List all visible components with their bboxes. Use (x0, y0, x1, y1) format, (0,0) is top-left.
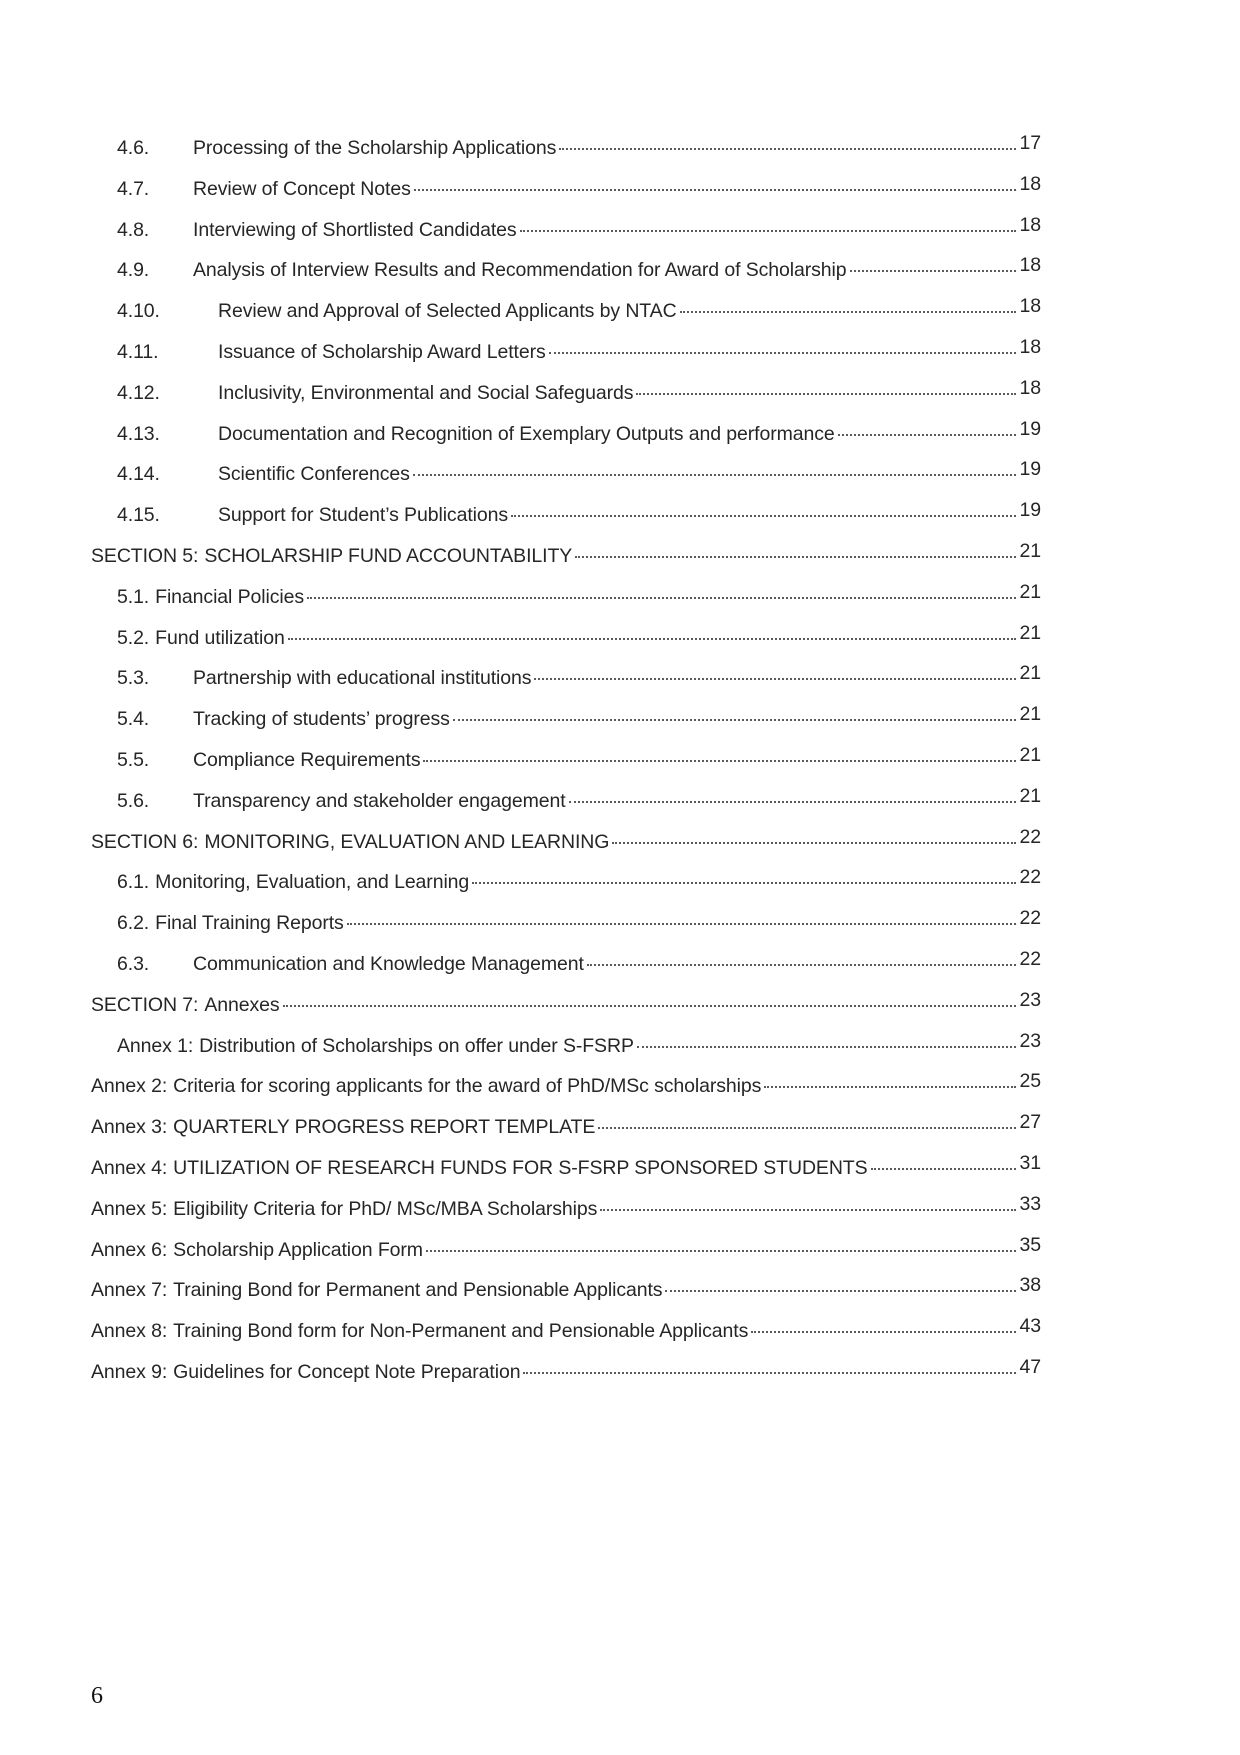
dot-leader (423, 744, 1016, 766)
toc-entry[interactable] (91, 1111, 1041, 1152)
toc-entry-page: 21 (1019, 621, 1041, 644)
toc-entry[interactable] (91, 1193, 1041, 1234)
toc-entry-number: 4.14. (117, 463, 160, 486)
toc-entry-page: 31 (1019, 1151, 1041, 1174)
toc-entry[interactable] (91, 132, 1041, 173)
toc-entry[interactable] (91, 1234, 1041, 1275)
toc-entry-text (91, 662, 1019, 689)
dot-leader (288, 622, 1016, 644)
toc-entry[interactable] (91, 785, 1041, 826)
toc-entry-number: 6.3. (117, 952, 150, 975)
toc-entry-page: 18 (1019, 213, 1041, 236)
toc-entry[interactable] (91, 540, 1041, 581)
dot-leader (523, 1356, 1016, 1378)
toc-entry-number: Annex 9: (91, 1360, 168, 1383)
toc-entry-text (91, 744, 1019, 771)
dot-leader (587, 948, 1016, 970)
toc-entry-number: 5.2. (117, 626, 150, 649)
dot-leader (520, 214, 1016, 236)
toc-entry-title: Scientific Conferences (218, 463, 410, 486)
toc-entry-number: SECTION 6: (91, 830, 199, 853)
toc-entry-text (91, 1152, 1019, 1179)
toc-entry-text (91, 214, 1019, 241)
dot-leader (569, 785, 1016, 807)
toc-entry-number: 6.2. (117, 912, 150, 935)
toc-entry-page: 23 (1019, 1029, 1041, 1052)
toc-entry-title: Issuance of Scholarship Award Letters (218, 340, 546, 363)
toc-entry-number: Annex 1: (117, 1034, 194, 1057)
toc-entry[interactable] (91, 458, 1041, 499)
dot-leader (559, 132, 1016, 154)
toc-entry-text (91, 866, 1019, 893)
toc-entry-title: Training Bond for Permanent and Pensionable Applicants (173, 1279, 663, 1302)
toc-entry[interactable] (91, 744, 1041, 785)
toc-entry-text (91, 540, 1019, 567)
toc-entry[interactable] (91, 336, 1041, 377)
toc-entry-page: 19 (1019, 458, 1041, 481)
toc-entry-number: SECTION 5: (91, 544, 199, 567)
dot-leader (307, 581, 1016, 603)
dot-leader (347, 907, 1016, 929)
toc-entry-title: Processing of the Scholarship Applications (193, 137, 557, 159)
toc-entry-number: 4.6. (117, 137, 150, 159)
toc-entry-title: Compliance Requirements (193, 748, 421, 771)
dot-leader (453, 703, 1016, 725)
toc-entry[interactable] (91, 703, 1041, 744)
toc-entry-page: 18 (1019, 295, 1041, 318)
toc-entry-number: 5.3. (117, 667, 150, 690)
toc-entry-number: 4.7. (117, 177, 150, 200)
toc-entry-page: 21 (1019, 580, 1041, 603)
dot-leader (575, 540, 1016, 562)
toc-entry-title: Review of Concept Notes (193, 177, 411, 200)
toc-entry-number: 4.12. (117, 381, 160, 404)
toc-entry-page: 18 (1019, 335, 1041, 358)
toc-entry[interactable] (91, 1030, 1041, 1071)
toc-entry-title: Scholarship Application Form (173, 1238, 423, 1261)
dot-leader (413, 458, 1016, 480)
toc-entry-page: 43 (1019, 1315, 1041, 1338)
dot-leader (764, 1070, 1016, 1092)
toc-entry[interactable] (91, 1152, 1041, 1193)
toc-entry-title: Financial Policies (155, 585, 304, 608)
toc-entry-page: 17 (1019, 132, 1041, 154)
toc-entry-text (91, 826, 1019, 853)
toc-entry-page: 21 (1019, 703, 1041, 726)
dot-leader (472, 866, 1016, 888)
toc-entry[interactable] (91, 948, 1041, 989)
toc-entry-title: Training Bond form for Non-Permanent and Pensionable Applicants (173, 1320, 749, 1343)
toc-entry[interactable] (91, 499, 1041, 540)
toc-entry-page: 22 (1019, 907, 1041, 930)
toc-entry-page: 21 (1019, 662, 1041, 685)
table-of-contents (91, 132, 1041, 1397)
toc-entry-text (91, 1193, 1019, 1220)
toc-entry-title: Eligibility Criteria for PhD/ MSc/MBA Scholarships (173, 1197, 598, 1220)
toc-entry-text (91, 173, 1019, 200)
toc-entry-title: MONITORING, EVALUATION AND LEARNING (204, 830, 610, 853)
toc-entry[interactable] (91, 826, 1041, 867)
toc-entry-text (91, 907, 1019, 934)
toc-entry[interactable] (91, 1070, 1041, 1111)
toc-entry[interactable] (91, 214, 1041, 255)
dot-leader (414, 173, 1016, 195)
toc-entry-text (91, 499, 1019, 526)
toc-entry-number: Annex 8: (91, 1320, 168, 1343)
toc-entry-title: Partnership with educational institutions (193, 667, 532, 690)
toc-entry-page: 22 (1019, 825, 1041, 848)
dot-leader (549, 336, 1016, 358)
toc-entry[interactable] (91, 907, 1041, 948)
toc-entry-title: Review and Approval of Selected Applicants by NTAC (218, 300, 677, 323)
toc-entry-text (91, 948, 1019, 975)
toc-entry[interactable] (91, 662, 1041, 703)
toc-entry-number: Annex 6: (91, 1238, 168, 1261)
toc-entry-title: Distribution of Scholarships on offer under S-FSRP (199, 1034, 634, 1057)
toc-entry-text (91, 581, 1019, 608)
toc-entry-title: SCHOLARSHIP FUND ACCOUNTABILITY (204, 544, 573, 567)
toc-entry-text (91, 295, 1019, 322)
dot-leader (636, 377, 1016, 399)
dot-leader (665, 1274, 1016, 1296)
toc-entry[interactable] (91, 581, 1041, 622)
toc-entry[interactable] (91, 173, 1041, 214)
toc-entry-number: 4.13. (117, 422, 160, 445)
toc-entry[interactable] (91, 254, 1041, 295)
toc-entry-title: Fund utilization (155, 626, 285, 649)
toc-entry-title: Tracking of students’ progress (193, 708, 450, 731)
toc-entry-title: Documentation and Recognition of Exemplary Outputs and performance (218, 422, 835, 445)
toc-entry-number: Annex 3: (91, 1116, 168, 1139)
toc-entry-number: Annex 4: (91, 1156, 168, 1179)
toc-entry-page: 19 (1019, 417, 1041, 440)
dot-leader (850, 254, 1016, 276)
toc-entry-text (91, 785, 1019, 812)
toc-entry-number: 5.5. (117, 748, 150, 771)
toc-entry[interactable] (91, 989, 1041, 1030)
toc-entry-text (91, 336, 1019, 363)
toc-entry-page: 22 (1019, 866, 1041, 889)
toc-entry-page: 21 (1019, 743, 1041, 766)
dot-leader (511, 499, 1016, 521)
toc-entry-title: QUARTERLY PROGRESS REPORT TEMPLATE (173, 1116, 596, 1139)
toc-entry-page: 19 (1019, 499, 1041, 522)
toc-entry-title: UTILIZATION OF RESEARCH FUNDS FOR S-FSRP SPONSORED STUDENTS (173, 1156, 868, 1179)
toc-entry-page: 23 (1019, 988, 1041, 1011)
toc-entry-text (91, 622, 1019, 649)
toc-entry-text (91, 1356, 1019, 1383)
toc-entry[interactable] (91, 377, 1041, 418)
dot-leader (680, 295, 1016, 317)
toc-entry-text (91, 377, 1019, 404)
dot-leader (426, 1234, 1016, 1256)
toc-entry-title: Interviewing of Shortlisted Candidates (193, 218, 517, 241)
toc-entry-text (91, 458, 1019, 485)
toc-entry-page: 27 (1019, 1111, 1041, 1134)
toc-entry-title: Transparency and stakeholder engagement (193, 789, 566, 812)
toc-entry-text (91, 1111, 1019, 1138)
toc-entry-text (91, 1315, 1019, 1342)
toc-entry[interactable] (91, 418, 1041, 459)
dot-leader (838, 418, 1016, 440)
toc-entry-text (91, 703, 1019, 730)
dot-leader (637, 1030, 1016, 1052)
toc-entry-page: 22 (1019, 947, 1041, 970)
toc-entry-page: 33 (1019, 1192, 1041, 1215)
toc-entry-number: 5.4. (117, 708, 150, 731)
toc-entry-text (91, 418, 1019, 445)
toc-entry-page: 35 (1019, 1233, 1041, 1256)
page-number: 6 (91, 1683, 103, 1709)
toc-entry-page: 21 (1019, 784, 1041, 807)
toc-entry[interactable] (91, 1356, 1041, 1397)
dot-leader (598, 1111, 1016, 1133)
toc-entry-number: 6.1. (117, 871, 150, 894)
toc-entry-page: 18 (1019, 376, 1041, 399)
dot-leader (534, 662, 1016, 684)
toc-entry[interactable] (91, 1315, 1041, 1356)
toc-entry-title: Analysis of Interview Results and Recommendation for Award of Scholarship (193, 259, 847, 282)
toc-entry-number: 5.6. (117, 789, 150, 812)
dot-leader (751, 1315, 1016, 1337)
toc-entry-page: 47 (1019, 1355, 1041, 1378)
toc-entry-title: Annexes (204, 993, 280, 1016)
toc-entry-text (91, 1274, 1019, 1301)
toc-entry-number: Annex 2: (91, 1075, 168, 1098)
toc-entry[interactable] (91, 866, 1041, 907)
toc-entry-page: 21 (1019, 539, 1041, 562)
toc-entry-number: SECTION 7: (91, 993, 199, 1016)
toc-entry[interactable] (91, 622, 1041, 663)
toc-entry-number: Annex 5: (91, 1197, 168, 1220)
toc-entry-number: 4.8. (117, 218, 150, 241)
dot-leader (612, 826, 1016, 848)
toc-entry-title: Final Training Reports (155, 912, 344, 935)
toc-entry-title: Criteria for scoring applicants for the award of PhD/MSc scholarships (173, 1075, 762, 1098)
toc-entry[interactable] (91, 1274, 1041, 1315)
toc-entry-title: Support for Student’s Publications (218, 504, 509, 527)
toc-entry-text (91, 254, 1019, 281)
dot-leader (871, 1152, 1016, 1174)
dot-leader (600, 1193, 1016, 1215)
toc-entry-page: 18 (1019, 172, 1041, 195)
toc-entry-title: Communication and Knowledge Management (193, 952, 584, 975)
dot-leader (283, 989, 1016, 1011)
toc-entry-text (91, 1234, 1019, 1261)
toc-entry-number: Annex 7: (91, 1279, 168, 1302)
toc-entry-page: 25 (1019, 1070, 1041, 1093)
toc-entry-text (91, 132, 1019, 159)
toc-entry-number: 5.1. (117, 585, 150, 608)
toc-entry-number: 4.10. (117, 300, 160, 323)
toc-entry-number: 4.11. (117, 340, 159, 363)
toc-entry-title: Monitoring, Evaluation, and Learning (155, 871, 470, 894)
toc-entry[interactable] (91, 295, 1041, 336)
toc-entry-page: 38 (1019, 1274, 1041, 1297)
toc-entry-text (91, 1070, 1019, 1097)
toc-entry-text (91, 1030, 1019, 1057)
toc-entry-text (91, 989, 1019, 1016)
toc-entry-number: 4.15. (117, 504, 160, 527)
toc-entry-title: Guidelines for Concept Note Preparation (173, 1360, 521, 1383)
toc-entry-title: Inclusivity, Environmental and Social Safeguards (218, 381, 634, 404)
toc-entry-number: 4.9. (117, 259, 150, 282)
toc-entry-page: 18 (1019, 254, 1041, 277)
